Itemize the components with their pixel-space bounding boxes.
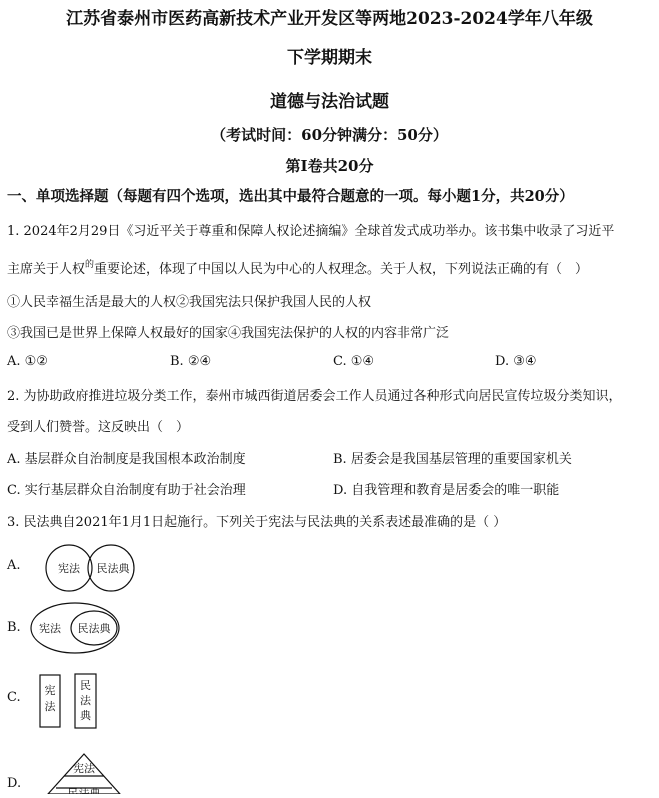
c-constitution-char-2: 法 — [44, 700, 56, 713]
q3-option-a-diagram[interactable] — [44, 543, 140, 597]
exam-title-line2: 下学期期末 — [287, 48, 372, 68]
a-constitution-label: 宪法 — [58, 562, 80, 575]
volume-heading: 第I卷共20分 — [285, 157, 374, 175]
exam-title-line1: 江苏省泰州市医药高新技术产业开发区等两地2023-2024学年八年级 — [66, 9, 593, 29]
q3-option-c-diagram[interactable] — [38, 672, 100, 736]
q2-option-c[interactable]: C. 实行基层群众自治制度有助于社会治理 — [7, 483, 246, 498]
b-civil-code-label: 民法典 — [77, 622, 111, 635]
q1-stem-line2-part2: 重要论述，体现了中国以人民为中心的人权理念。关于人权，下列说法正确的有（ ） — [94, 262, 589, 277]
q2-option-d[interactable]: D. 自我管理和教育是居委会的唯一职能 — [333, 483, 560, 498]
c-civil-code-char-3: 典 — [80, 709, 91, 722]
q1-option-a[interactable]: A. ①② — [7, 354, 48, 369]
q2-option-a[interactable]: A. 基层群众自治制度是我国根本政治制度 — [7, 452, 246, 467]
q2-option-b[interactable]: B. 居委会是我国基层管理的重要国家机关 — [333, 452, 572, 467]
d-constitution-label: 宪法 — [73, 762, 95, 775]
q1-option-b[interactable]: B. ②④ — [170, 354, 212, 369]
q3-option-d-diagram[interactable] — [46, 752, 122, 798]
q1-stem-superscript: 的 — [85, 260, 95, 270]
section-heading: 一、单项选择题（每题有四个选项，选出其中最符合题意的一项。每小题1分，共20分） — [7, 188, 574, 205]
q1-stem-line2 — [7, 258, 588, 277]
c-civil-code-char-2: 法 — [80, 694, 91, 707]
q3-option-a-label[interactable]: A. — [7, 558, 21, 573]
q1-statement-3-4: ③我国已是世界上保障人权最好的国家④我国宪法保护的人权的内容非常广泛 — [7, 326, 450, 341]
q1-option-d[interactable]: D. ③④ — [495, 354, 537, 369]
a-civil-code-label: 民法典 — [96, 562, 130, 575]
q1-stem-line1: 1. 2024年2月29日《习近平关于尊重和保障人权论述摘编》全球首发式成功举办。该书集中收录了习近平 — [7, 224, 615, 239]
c-civil-code-char-1: 民 — [80, 679, 91, 692]
c-constitution-char-1: 宪 — [44, 684, 56, 697]
q3-option-c-label[interactable]: C. — [7, 690, 21, 705]
q3-option-b-label[interactable]: B. — [7, 620, 21, 635]
q1-statement-1-2: ①人民幸福生活是最大的人权②我国宪法只保护我国人民的人权 — [7, 295, 372, 310]
b-constitution-label: 宪法 — [39, 622, 61, 635]
q3-stem: 3. 民法典自2021年1月1日起施行。下列关于宪法与民法典的关系表述最准确的是（ ） — [7, 515, 507, 530]
exam-info: （考试时间：60分钟满分：50分） — [211, 126, 448, 144]
q1-stem-line2-part1: 主席关于人权 — [7, 262, 86, 277]
exam-subject: 道德与法治试题 — [270, 92, 389, 112]
q3-option-d-label[interactable]: D. — [7, 776, 22, 791]
q2-stem-line1: 2. 为协助政府推进垃圾分类工作，泰州市城西街道居委会工作人员通过各种形式向居民宣传垃圾分类知识， — [7, 389, 622, 404]
q3-option-b-diagram[interactable] — [30, 601, 124, 659]
d-civil-code-label: 民法典 — [67, 787, 101, 794]
q1-option-c[interactable]: C. ①④ — [333, 354, 375, 369]
q2-stem-line2: 受到人们赞誉。这反映出（ ） — [7, 420, 190, 435]
